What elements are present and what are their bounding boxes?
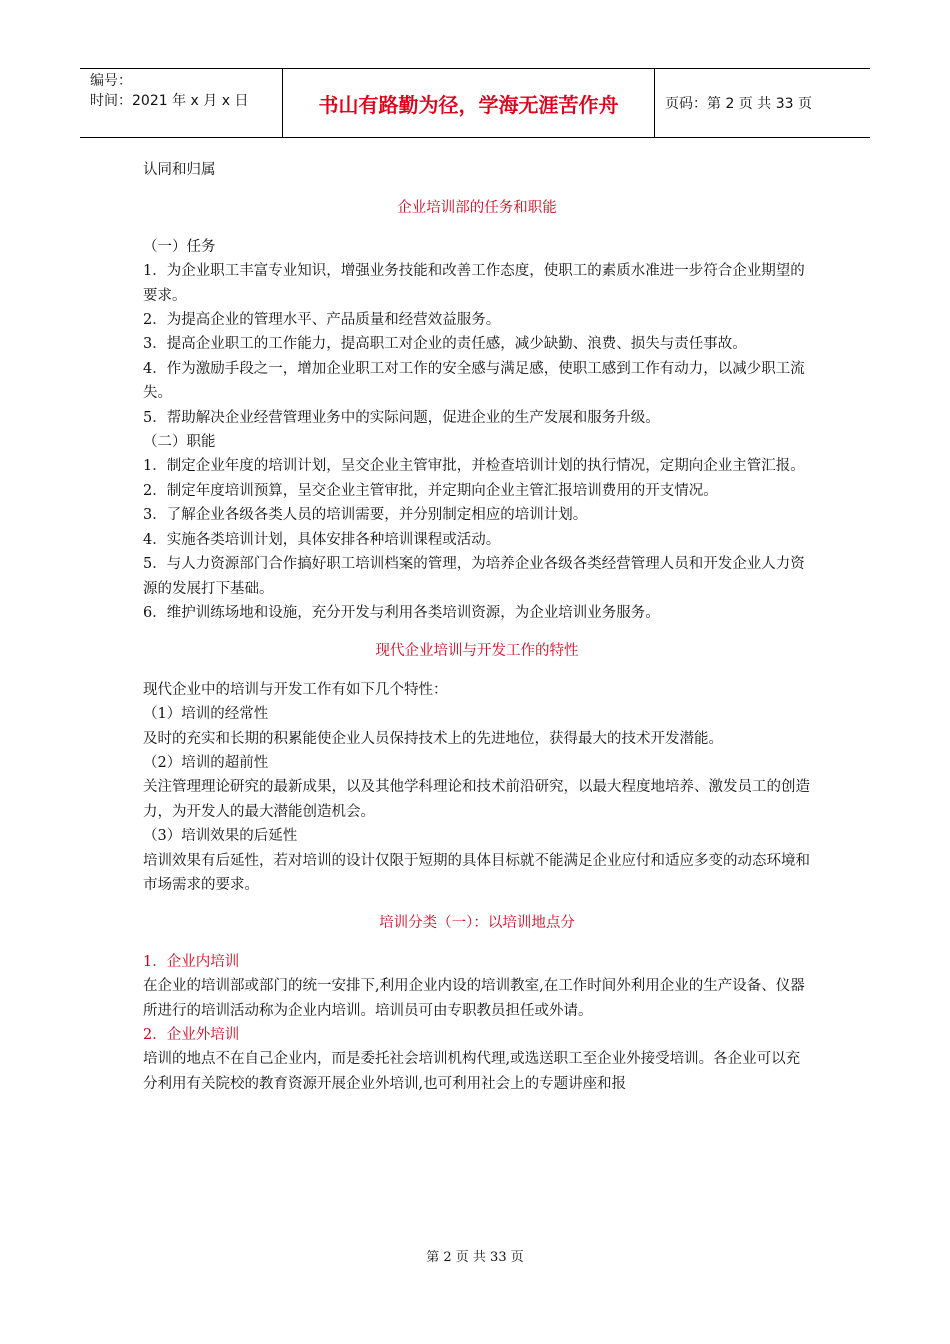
page-footer: 第 2 页 共 33 页 [426,1250,524,1265]
header-meta [80,69,282,137]
characteristic-text: 及时的充实和长期的积累能使企业人员保持技术上的先进地位，获得最大的技术开发潜能。 [143,730,723,747]
task-item: 1．为企业职工丰富专业知识，增强业务技能和改善工作态度，使职工的素质水准进一步符合企业期望的要求。 [143,263,805,304]
time-label: 时间：2021 年 x 月 x 日 [90,93,249,109]
function-item: 1．制定企业年度的培训计划，呈交企业主管审批，并检查培训计划的执行情况，定期向企业主管汇报。 [143,458,805,475]
function-item: 6．维护训练场地和设施，充分开发与利用各类培训资源，为企业培训业务服务。 [143,604,660,621]
classification-text: 在企业的培训部或部门的统一安排下,利用企业内设的培训教室,在工作时间外利用企业的生产设备、仪器所进行的培训活动称为企业内培训。培训员可由专职教员担任或外请。 [143,978,805,1019]
functions-label: （二）职能 [143,434,216,451]
classification-label: 1．企业内培训 [143,953,240,970]
document-body [143,158,811,1096]
characteristic-text: 培训效果有后延性，若对培训的设计仅限于短期的具体目标就不能满足企业应付和适应多变的动态环境和市场需求的要求。 [143,852,810,893]
task-item: 4．作为激励手段之一，增加企业职工对工作的安全感与满足感，使职工感到工作有动力，以减少职工流失。 [143,360,805,402]
number-label: 编号： [90,73,132,89]
classification-text: 培训的地点不在自己企业内，而是委托社会培训机构代理,或选送职工至企业外接受培训。各企业可以充分利用有关院校的教育资源开展企业外培训,也可利用社会上的专题讲座和报 [143,1051,801,1092]
characteristic-label: （3）培训效果的后延性 [143,828,298,845]
section-title-classification: 培训分类（一）：以培训地点分 [379,915,575,932]
function-item: 2．制定年度培训预算，呈交企业主管审批，并定期向企业主管汇报培训费用的开支情况。 [143,482,718,499]
characteristic-label: （1）培训的经常性 [143,706,269,723]
page-header [80,68,870,138]
intro-line: 认同和归属 [143,162,216,178]
task-item: 5．帮助解决企业经营管理业务中的实际问题，促进企业的生产发展和服务升级。 [143,409,660,426]
section-title-characteristics: 现代企业培训与开发工作的特性 [375,643,579,660]
header-motto: 书山有路勤为径，学海无涯苦作舟 [282,69,655,137]
tasks-label: （一）任务 [143,238,216,255]
function-item: 5．与人力资源部门合作搞好职工培训档案的管理，为培养企业各级各类经营管理人员和开发企业人力资源的发展打下基础。 [143,556,805,597]
classification-label: 2．企业外培训 [143,1027,240,1043]
header-page-info: 页码：第 2 页 共 33 页 [665,96,812,112]
task-item: 3．提高企业职工的工作能力，提高职工对企业的责任感，减少缺勤、浪费、损失与责任事故。 [143,336,747,353]
characteristics-intro: 现代企业中的培训与开发工作有如下几个特性： [143,681,448,698]
task-item: 2．为提高企业的管理水平、产品质量和经营效益服务。 [143,312,501,329]
function-item: 3．了解企业各级各类人员的培训需要，并分别制定相应的培训计划。 [143,507,588,524]
characteristic-text: 关注管理理论研究的最新成果，以及其他学科理论和技术前沿研究，以最大程度地培养、激发员工的创造力，为开发人的最大潜能创造机会。 [143,779,810,820]
characteristic-label: （2）培训的超前性 [143,754,269,771]
function-item: 4．实施各类培训计划，具体安排各种培训课程或活动。 [143,531,501,548]
section-title-tasks-functions: 企业培训部的任务和职能 [397,200,557,217]
